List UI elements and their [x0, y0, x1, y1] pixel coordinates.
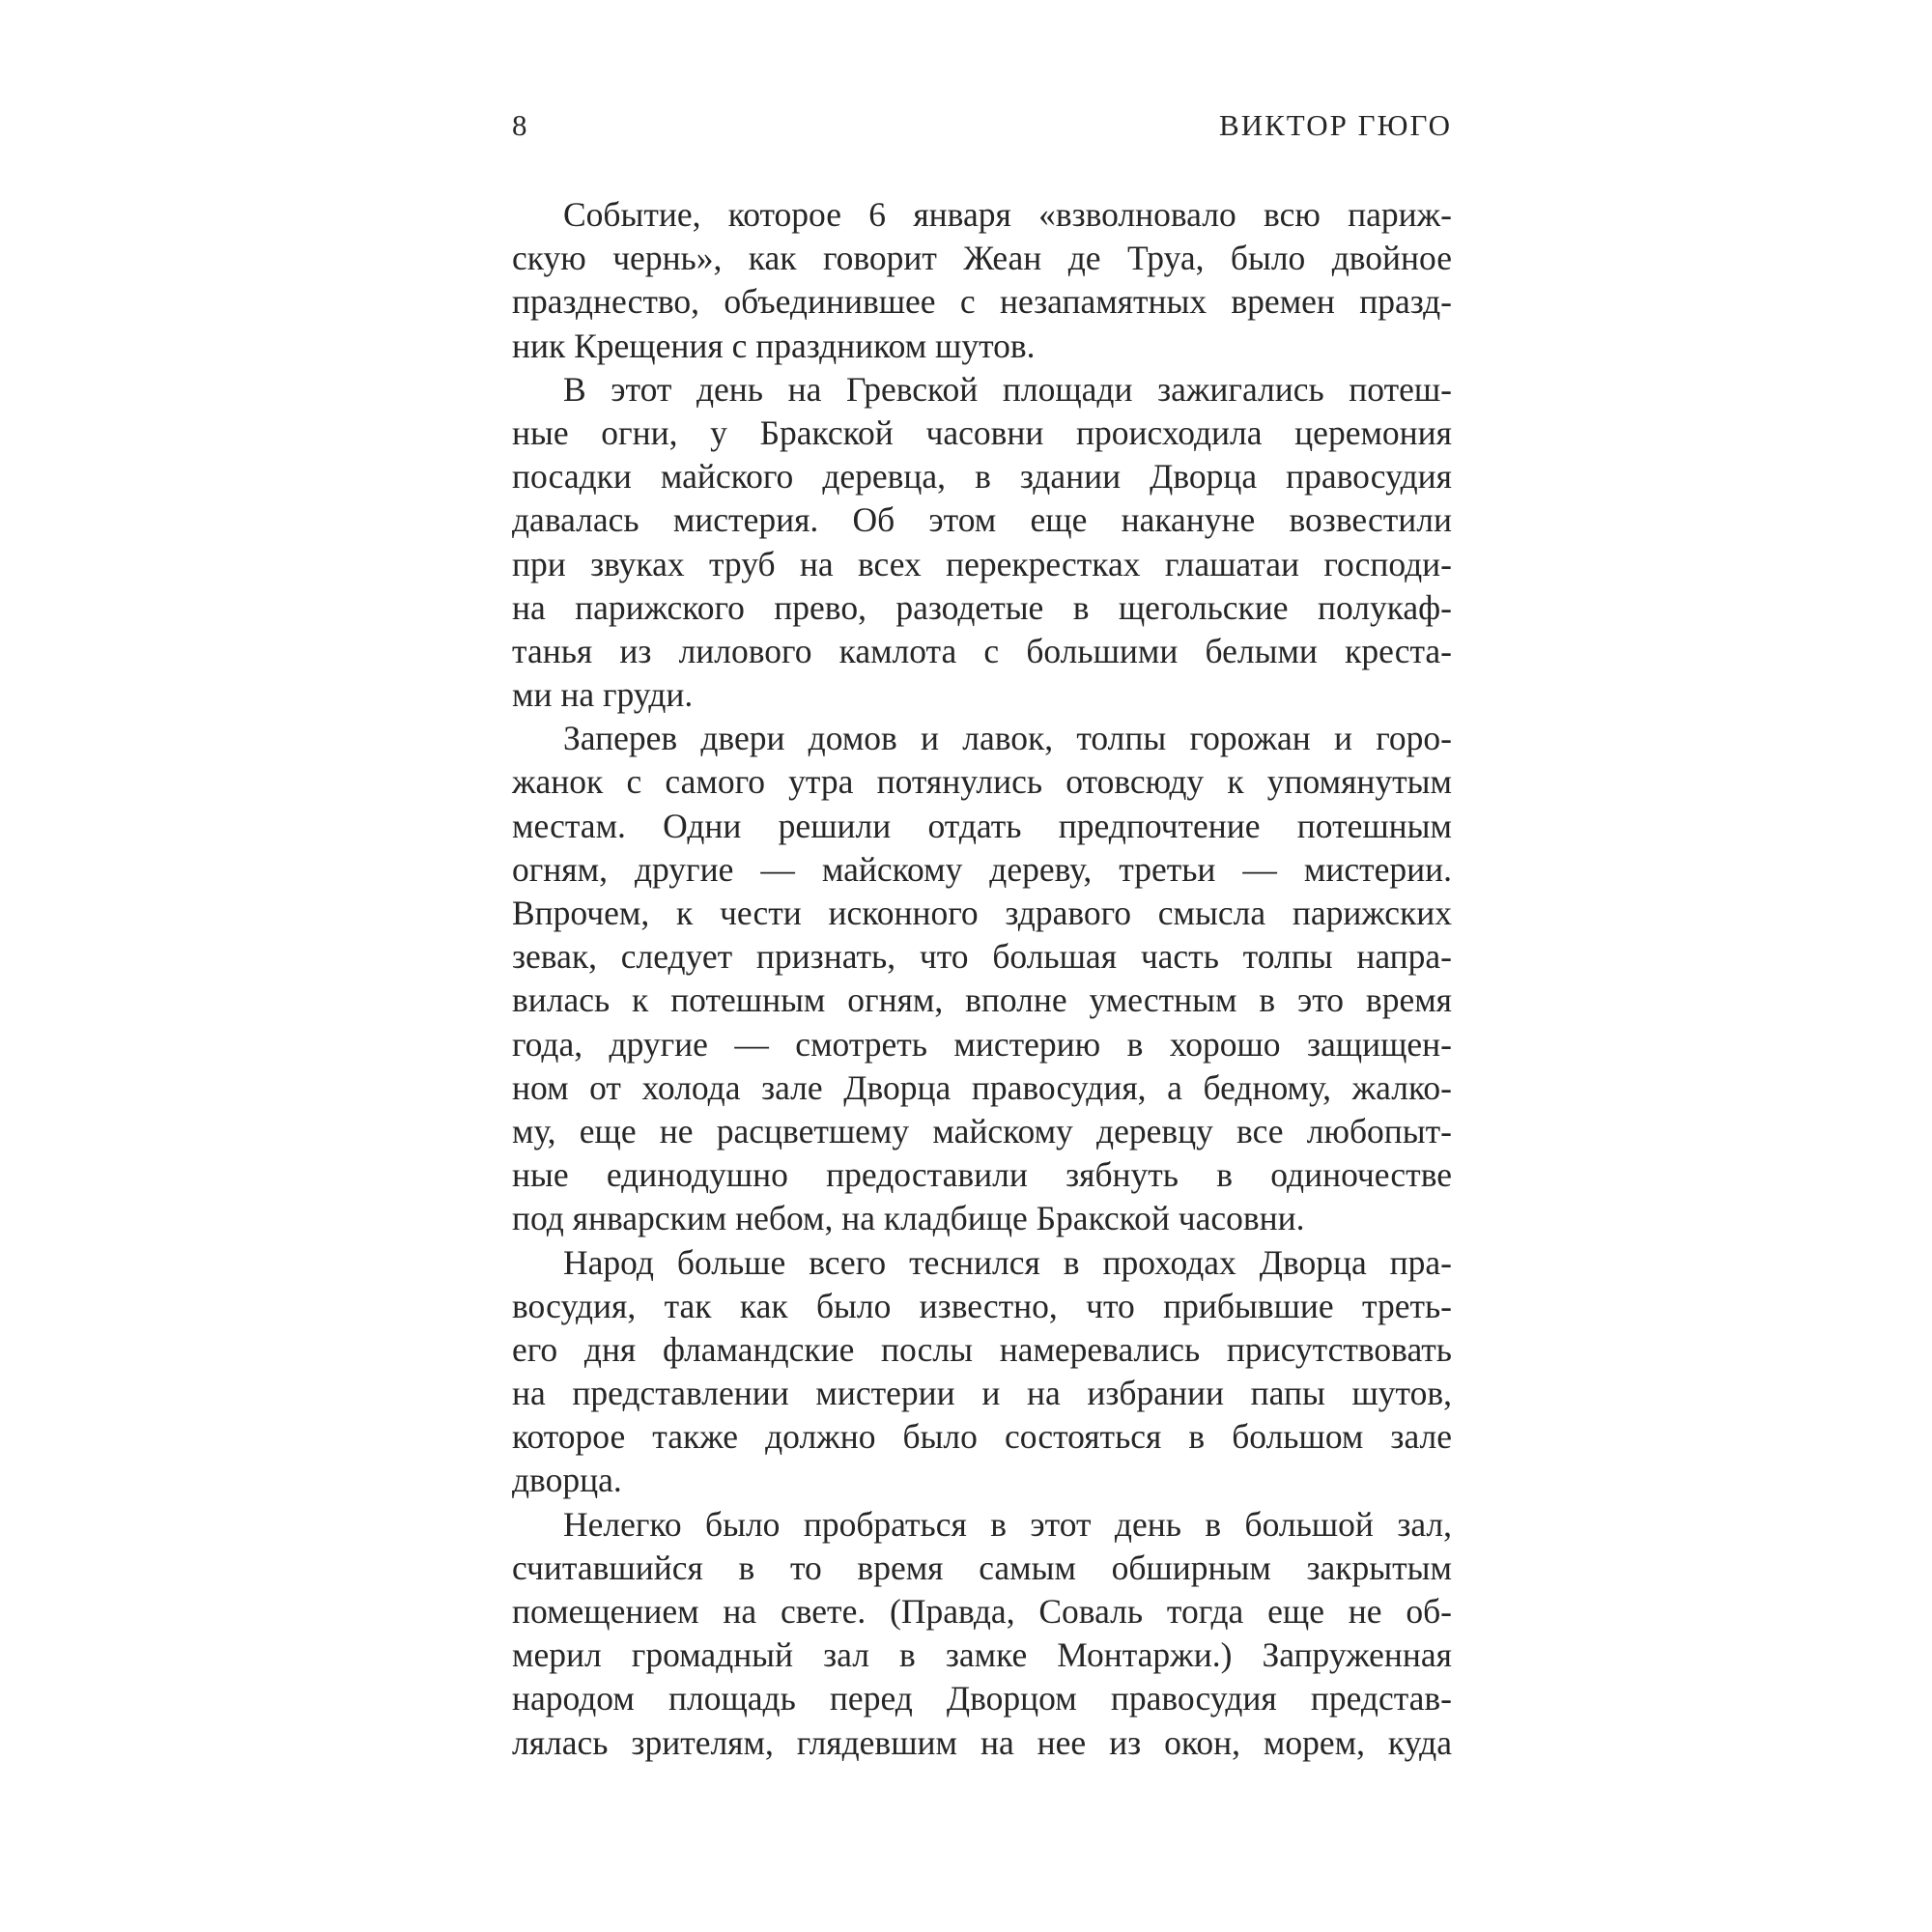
- text-line: зевак, следует признать, что большая часть толпы напра-: [512, 937, 1452, 977]
- body-text: [512, 193, 1452, 1765]
- text-line: на парижского прево, разодетые в щегольские полукаф-: [512, 587, 1452, 627]
- text-line: на представлении мистерии и на избрании папы шутов,: [512, 1374, 1452, 1413]
- text-line: огням, другие — майскому дереву, третьи — мистерии.: [512, 849, 1452, 889]
- page-number: 8: [512, 108, 527, 142]
- text-line: Заперев двери домов и лавок, толпы горожан и горо-: [563, 719, 1452, 758]
- text-line: жанок с самого утра потянулись отовсюду к упомянутым: [512, 762, 1452, 802]
- text-line: ные единодушно предоставили зябнуть в одиночестве: [512, 1155, 1452, 1195]
- text-line: местам. Одни решили отдать предпочтение потешным: [512, 806, 1452, 845]
- text-line: восудия, так как было известно, что прибывшие треть-: [512, 1286, 1452, 1325]
- text-line: В этот день на Гревской площади зажигались потеш-: [563, 369, 1452, 409]
- text-line: считавшийся в то время самым обширным закрытым: [512, 1548, 1452, 1587]
- text-line: народом площадь перед Дворцом правосудия представ-: [512, 1679, 1452, 1719]
- text-line: ник Крещения с праздником шутов.: [512, 326, 1036, 365]
- text-line: его дня фламандские послы намеревались присутствовать: [512, 1329, 1452, 1369]
- text-line: ми на груди.: [512, 675, 694, 715]
- text-line: танья из лилового камлота с большими белыми креста-: [512, 631, 1452, 670]
- text-line: при звуках труб на всех перекрестках глашатаи господи-: [512, 544, 1452, 583]
- text-line: под январским небом, на кладбище Бракской часовни.: [512, 1199, 1305, 1238]
- text-line: помещением на свете. (Правда, Соваль тогда еще не об-: [512, 1592, 1452, 1631]
- text-line: Нелегко было пробраться в этот день в большой зал,: [563, 1504, 1452, 1544]
- text-line: празднество, объединившее с незапамятных времен празд-: [512, 282, 1452, 322]
- text-line: му, еще не расцветшему майскому деревцу все любопыт-: [512, 1111, 1452, 1151]
- text-line: которое также должно было состояться в большом зале: [512, 1417, 1452, 1457]
- text-line: Впрочем, к чести исконного здравого смысла парижских: [512, 894, 1452, 932]
- text-line: мерил громадный зал в замке Монтаржи.) Запруженная: [512, 1635, 1452, 1675]
- text-line: посадки майского деревца, в здании Дворца правосудия: [512, 457, 1452, 497]
- text-line: Событие, которое 6 января «взволновало всю париж-: [563, 195, 1452, 234]
- text-line: дворца.: [512, 1461, 622, 1500]
- text-line: года, другие — смотреть мистерию в хорошо защищен-: [512, 1024, 1452, 1064]
- text-line: вилась к потешным огням, вполне уместным в это время: [512, 980, 1452, 1020]
- text-line: давалась мистерия. Об этом еще накануне возвестили: [512, 500, 1452, 540]
- text-line: Народ больше всего теснился в проходах Дворца пра-: [563, 1242, 1452, 1282]
- text-line: скую чернь», как говорит Жеан де Труа, было двойное: [512, 239, 1452, 278]
- text-line: ные огни, у Бракской часовни происходила церемония: [512, 412, 1452, 452]
- text-line: ном от холода зале Дворца правосудия, а бедному, жалко-: [512, 1067, 1452, 1107]
- running-head-author: ВИКТОР ГЮГО: [1219, 108, 1452, 142]
- text-line: лялась зрителям, глядевшим на нее из окон, морем, куда: [512, 1722, 1452, 1762]
- running-head: [512, 101, 1452, 150]
